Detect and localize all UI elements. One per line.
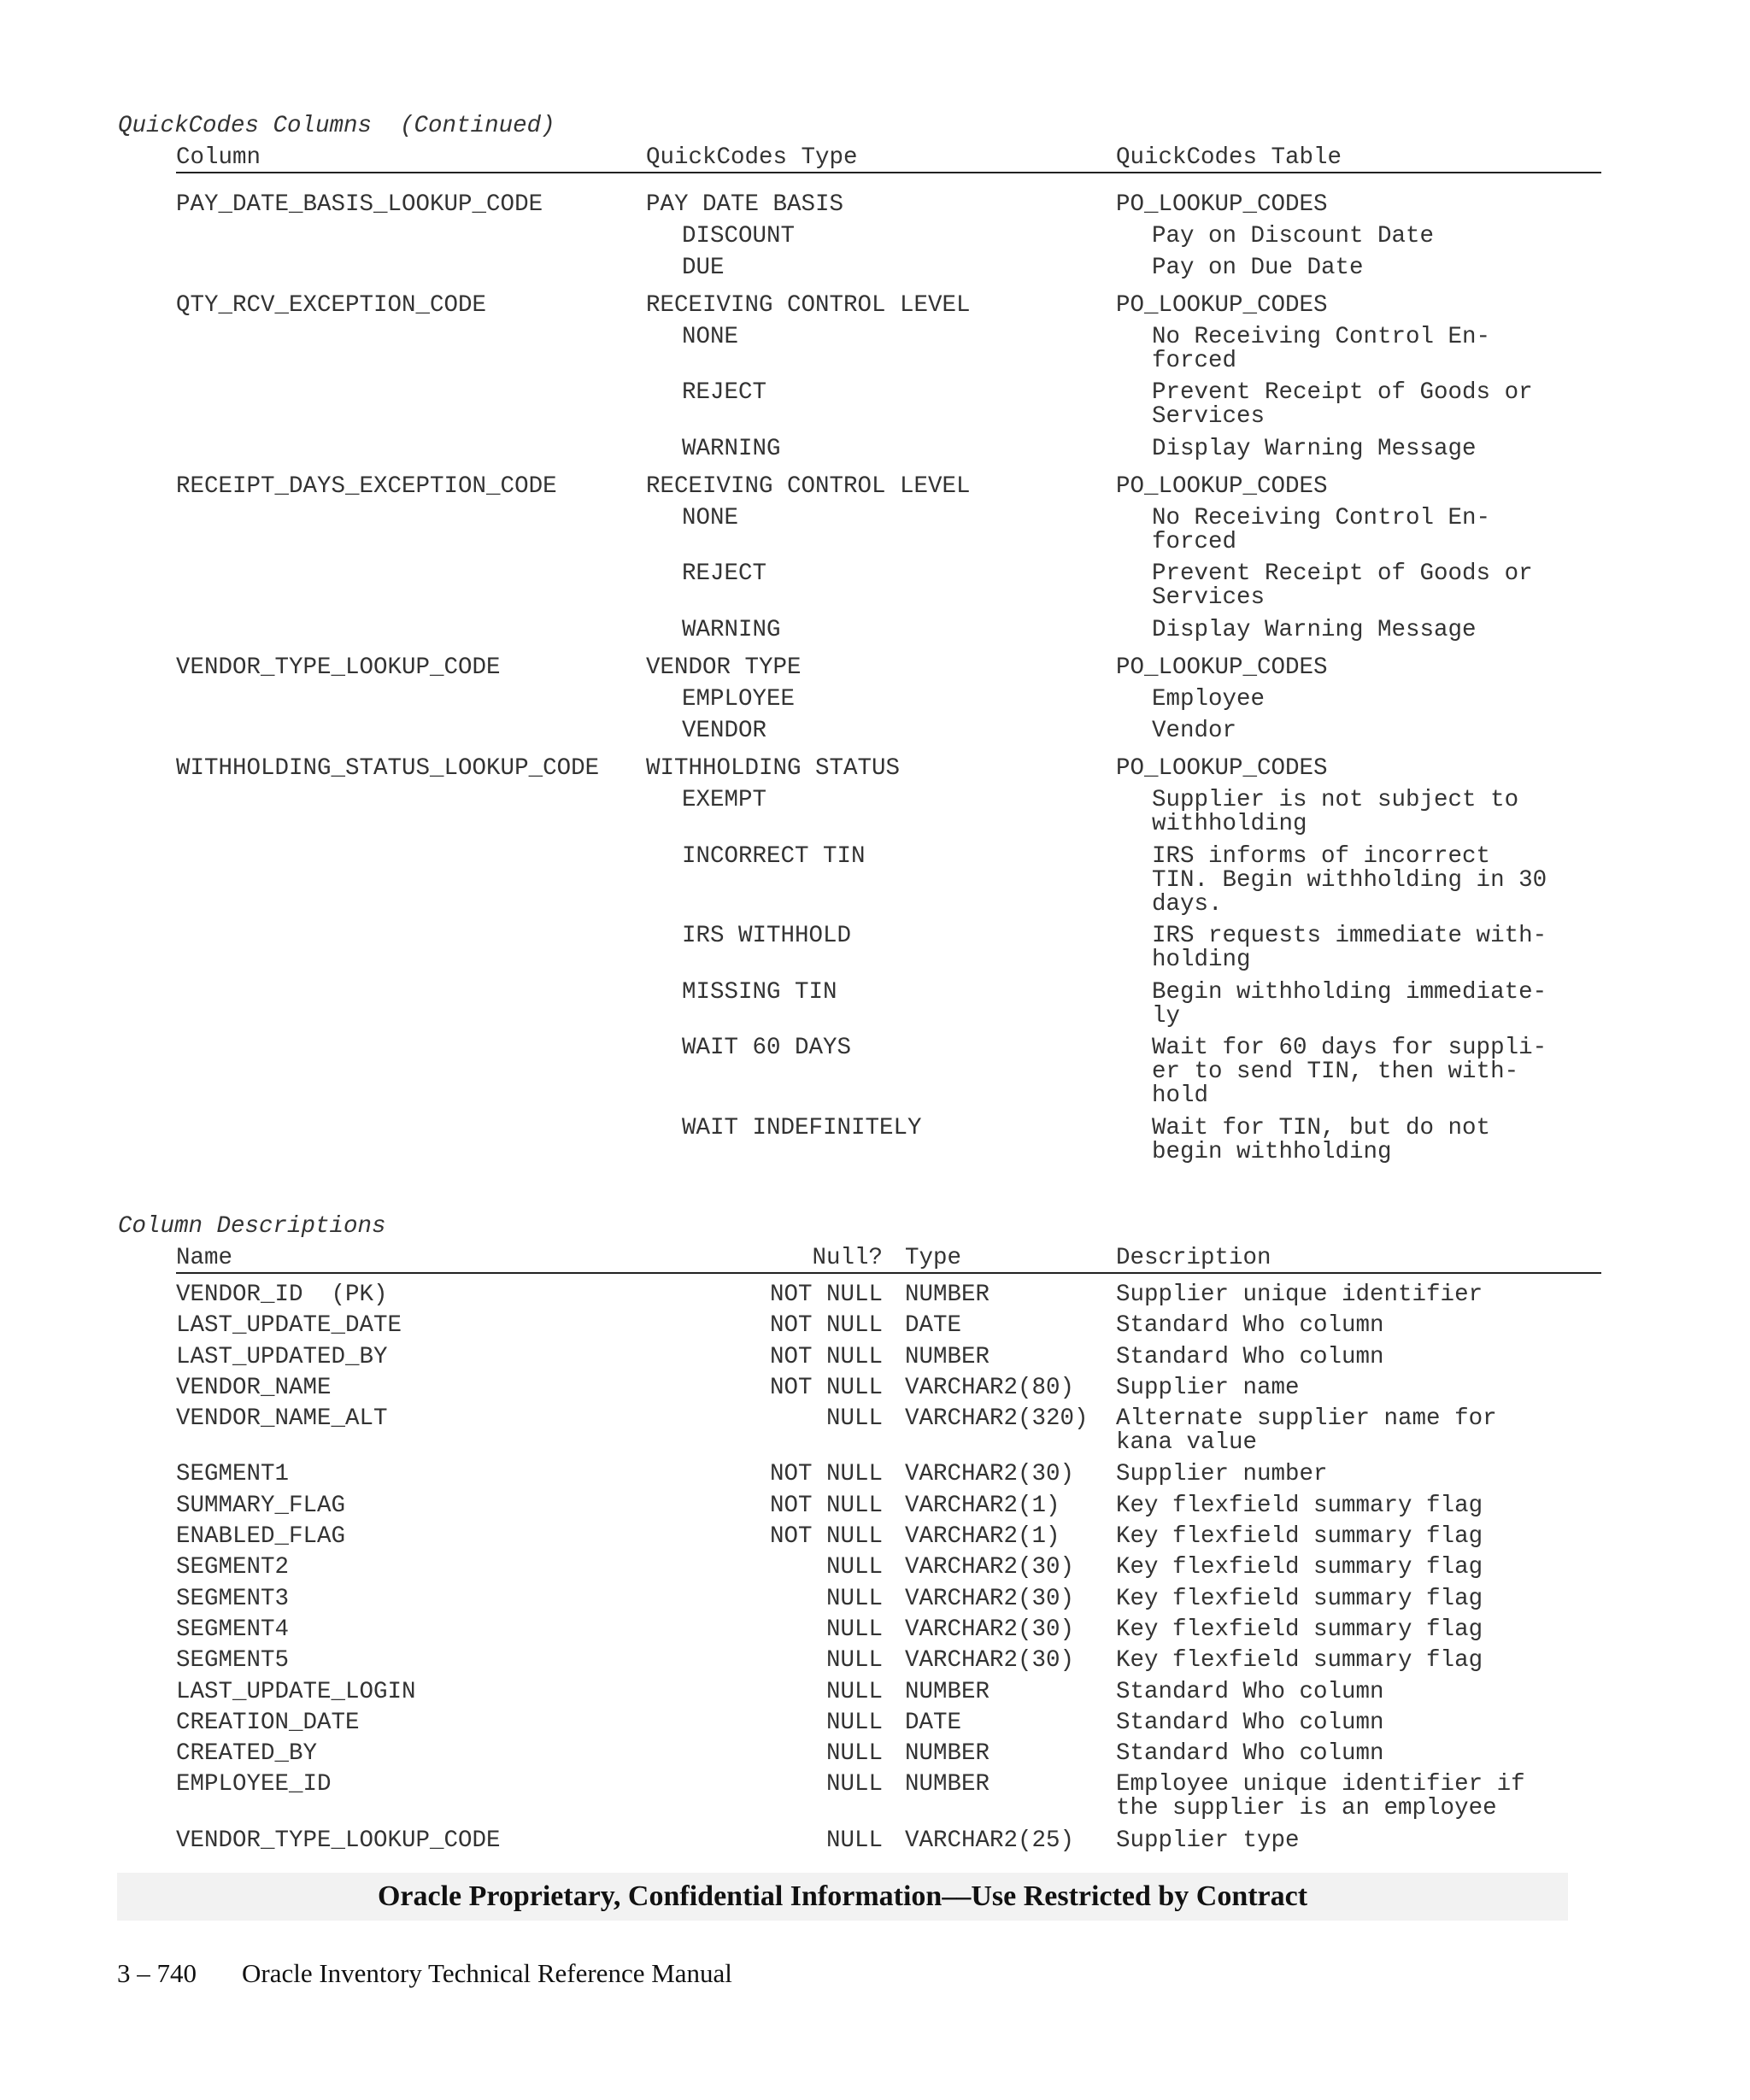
descriptions-header-description: Description bbox=[1116, 1245, 1271, 1271]
column-description: Alternate supplier name for kana value bbox=[1116, 1405, 1497, 1457]
column-name: CREATED_BY bbox=[176, 1740, 318, 1768]
quickcodes-header-rule bbox=[176, 172, 1601, 173]
null-flag: NULL bbox=[825, 1678, 883, 1705]
lookup-code: INCORRECT TIN bbox=[682, 842, 866, 870]
null-flag: NULL bbox=[825, 1771, 883, 1798]
quickcodes-header-table: QuickCodes Table bbox=[1116, 144, 1342, 171]
lookup-meaning: Display Warning Message bbox=[1152, 435, 1477, 462]
column-name: LAST_UPDATED_BY bbox=[176, 1343, 388, 1370]
lookup-code: REJECT bbox=[682, 560, 767, 588]
confidential-banner bbox=[117, 1873, 1568, 1921]
lookup-code: REJECT bbox=[682, 379, 767, 407]
quickcodes-header-column: Column bbox=[176, 144, 261, 171]
data-type: VARCHAR2(30) bbox=[905, 1461, 1075, 1488]
lookup-meaning: No Receiving Control En- forced bbox=[1152, 505, 1491, 556]
descriptions-section-title: Column Descriptions bbox=[118, 1213, 386, 1240]
quickcodes-table-name: PO_LOOKUP_CODES bbox=[1116, 191, 1328, 218]
column-name: VENDOR_NAME bbox=[176, 1374, 332, 1401]
data-type: VARCHAR2(30) bbox=[905, 1616, 1075, 1643]
data-type: DATE bbox=[905, 1312, 962, 1340]
lookup-code: NONE bbox=[682, 505, 739, 532]
column-description: Supplier name bbox=[1116, 1374, 1300, 1401]
confidential-notice: Oracle Proprietary, Confidential Information––Use Restricted by Contract bbox=[377, 1880, 1308, 1912]
data-type: NUMBER bbox=[905, 1282, 990, 1308]
descriptions-header-rule bbox=[176, 1272, 1601, 1274]
quickcodes-type: VENDOR TYPE bbox=[646, 654, 802, 682]
descriptions-header-name: Name bbox=[176, 1245, 233, 1271]
lookup-meaning: Prevent Receipt of Goods or Services bbox=[1152, 560, 1533, 612]
column-name: SEGMENT1 bbox=[176, 1461, 290, 1488]
data-type: VARCHAR2(1) bbox=[905, 1492, 1060, 1519]
descriptions-header-type: Type bbox=[905, 1245, 962, 1271]
lookup-code: IRS WITHHOLD bbox=[682, 923, 852, 950]
page-number: 3 – 740 bbox=[117, 1958, 197, 1988]
data-type: NUMBER bbox=[905, 1771, 990, 1798]
data-type: VARCHAR2(320) bbox=[905, 1405, 1089, 1433]
lookup-code: DISCOUNT bbox=[682, 223, 796, 249]
null-flag: NOT NULL bbox=[769, 1282, 883, 1308]
null-flag: NULL bbox=[825, 1405, 883, 1433]
data-type: VARCHAR2(30) bbox=[905, 1554, 1075, 1581]
lookup-code: EMPLOYEE bbox=[682, 686, 796, 713]
lookup-meaning: Display Warning Message bbox=[1152, 616, 1477, 643]
null-flag: NOT NULL bbox=[769, 1343, 883, 1370]
column-name: SEGMENT4 bbox=[176, 1616, 290, 1643]
column-name: SEGMENT3 bbox=[176, 1585, 290, 1612]
quickcodes-column-name: PAY_DATE_BASIS_LOOKUP_CODE bbox=[176, 191, 543, 218]
quickcodes-type: PAY DATE BASIS bbox=[646, 191, 844, 218]
lookup-meaning: No Receiving Control En- forced bbox=[1152, 324, 1491, 375]
column-description: Supplier unique identifier bbox=[1116, 1282, 1483, 1308]
manual-title: Oracle Inventory Technical Reference Manual bbox=[242, 1958, 732, 1988]
lookup-code: VENDOR bbox=[682, 717, 767, 744]
lookup-code: NONE bbox=[682, 324, 739, 351]
column-description: Employee unique identifier if the supplier is an employee bbox=[1116, 1771, 1525, 1822]
column-description: Key flexfield summary flag bbox=[1116, 1523, 1483, 1550]
data-type: VARCHAR2(25) bbox=[905, 1827, 1075, 1854]
lookup-code: WAIT 60 DAYS bbox=[682, 1034, 852, 1061]
quickcodes-type: RECEIVING CONTROL LEVEL bbox=[646, 473, 971, 501]
null-flag: NOT NULL bbox=[769, 1312, 883, 1340]
lookup-meaning: Employee bbox=[1152, 686, 1266, 713]
lookup-meaning: Prevent Receipt of Goods or Services bbox=[1152, 379, 1533, 431]
null-flag: NULL bbox=[825, 1585, 883, 1612]
lookup-meaning: Supplier is not subject to withholding bbox=[1152, 787, 1519, 838]
lookup-meaning: Wait for TIN, but do not begin withholding bbox=[1152, 1114, 1491, 1165]
null-flag: NULL bbox=[825, 1554, 883, 1581]
quickcodes-table-name: PO_LOOKUP_CODES bbox=[1116, 755, 1328, 783]
lookup-code: EXEMPT bbox=[682, 787, 767, 814]
column-description: Supplier number bbox=[1116, 1461, 1328, 1488]
column-name: SEGMENT2 bbox=[176, 1554, 290, 1581]
column-description: Standard Who column bbox=[1116, 1709, 1384, 1736]
lookup-meaning: Pay on Due Date bbox=[1152, 254, 1364, 281]
null-flag: NOT NULL bbox=[769, 1374, 883, 1401]
lookup-meaning: IRS requests immediate with- holding bbox=[1152, 923, 1547, 974]
quickcodes-table-name: PO_LOOKUP_CODES bbox=[1116, 654, 1328, 682]
null-flag: NULL bbox=[825, 1709, 883, 1736]
column-name: VENDOR_NAME_ALT bbox=[176, 1405, 388, 1433]
column-name: LAST_UPDATE_LOGIN bbox=[176, 1678, 416, 1705]
null-flag: NULL bbox=[825, 1616, 883, 1643]
lookup-meaning: IRS informs of incorrect TIN. Begin withholding in 30 days. bbox=[1152, 842, 1547, 918]
lookup-meaning: Pay on Discount Date bbox=[1152, 223, 1435, 249]
null-flag: NULL bbox=[825, 1827, 883, 1854]
descriptions-header-null: Null? bbox=[812, 1245, 883, 1271]
column-name: VENDOR_TYPE_LOOKUP_CODE bbox=[176, 1827, 501, 1854]
null-flag: NOT NULL bbox=[769, 1461, 883, 1488]
column-description: Standard Who column bbox=[1116, 1740, 1384, 1768]
column-description: Key flexfield summary flag bbox=[1116, 1585, 1483, 1612]
data-type: VARCHAR2(1) bbox=[905, 1523, 1060, 1550]
lookup-meaning: Wait for 60 days for suppli- er to send TIN, then with- hold bbox=[1152, 1034, 1547, 1109]
column-name: EMPLOYEE_ID bbox=[176, 1771, 332, 1798]
column-description: Supplier type bbox=[1116, 1827, 1300, 1854]
column-description: Key flexfield summary flag bbox=[1116, 1647, 1483, 1675]
quickcodes-type: RECEIVING CONTROL LEVEL bbox=[646, 292, 971, 320]
lookup-code: DUE bbox=[682, 254, 725, 281]
quickcodes-header-type: QuickCodes Type bbox=[646, 144, 858, 171]
quickcodes-table-name: PO_LOOKUP_CODES bbox=[1116, 473, 1328, 501]
column-description: Key flexfield summary flag bbox=[1116, 1554, 1483, 1581]
column-name: LAST_UPDATE_DATE bbox=[176, 1312, 402, 1340]
quickcodes-column-name: WITHHOLDING_STATUS_LOOKUP_CODE bbox=[176, 755, 600, 783]
null-flag: NULL bbox=[825, 1740, 883, 1768]
column-description: Standard Who column bbox=[1116, 1343, 1384, 1370]
lookup-meaning: Begin withholding immediate- ly bbox=[1152, 978, 1547, 1029]
column-name: VENDOR_ID (PK) bbox=[176, 1282, 388, 1308]
column-description: Standard Who column bbox=[1116, 1678, 1384, 1705]
lookup-code: WAIT INDEFINITELY bbox=[682, 1114, 922, 1141]
data-type: VARCHAR2(30) bbox=[905, 1585, 1075, 1612]
lookup-code: WARNING bbox=[682, 616, 781, 643]
column-name: CREATION_DATE bbox=[176, 1709, 360, 1736]
lookup-code: WARNING bbox=[682, 435, 781, 462]
quickcodes-table-name: PO_LOOKUP_CODES bbox=[1116, 292, 1328, 320]
quickcodes-column-name: RECEIPT_DAYS_EXCEPTION_CODE bbox=[176, 473, 557, 501]
data-type: VARCHAR2(80) bbox=[905, 1374, 1075, 1401]
null-flag: NULL bbox=[825, 1647, 883, 1675]
lookup-code: MISSING TIN bbox=[682, 978, 837, 1006]
data-type: NUMBER bbox=[905, 1740, 990, 1768]
data-type: VARCHAR2(30) bbox=[905, 1647, 1075, 1675]
column-description: Standard Who column bbox=[1116, 1312, 1384, 1340]
quickcodes-column-name: VENDOR_TYPE_LOOKUP_CODE bbox=[176, 654, 501, 682]
quickcodes-column-name: QTY_RCV_EXCEPTION_CODE bbox=[176, 292, 487, 320]
quickcodes-type: WITHHOLDING STATUS bbox=[646, 755, 901, 783]
column-name: SEGMENT5 bbox=[176, 1647, 290, 1675]
column-name: SUMMARY_FLAG bbox=[176, 1492, 346, 1519]
quickcodes-section-title: QuickCodes Columns (Continued) bbox=[118, 113, 555, 139]
data-type: DATE bbox=[905, 1709, 962, 1736]
null-flag: NOT NULL bbox=[769, 1492, 883, 1519]
column-description: Key flexfield summary flag bbox=[1116, 1616, 1483, 1643]
lookup-meaning: Vendor bbox=[1152, 717, 1237, 744]
data-type: NUMBER bbox=[905, 1343, 990, 1370]
data-type: NUMBER bbox=[905, 1678, 990, 1705]
column-name: ENABLED_FLAG bbox=[176, 1523, 346, 1550]
column-description: Key flexfield summary flag bbox=[1116, 1492, 1483, 1519]
null-flag: NOT NULL bbox=[769, 1523, 883, 1550]
